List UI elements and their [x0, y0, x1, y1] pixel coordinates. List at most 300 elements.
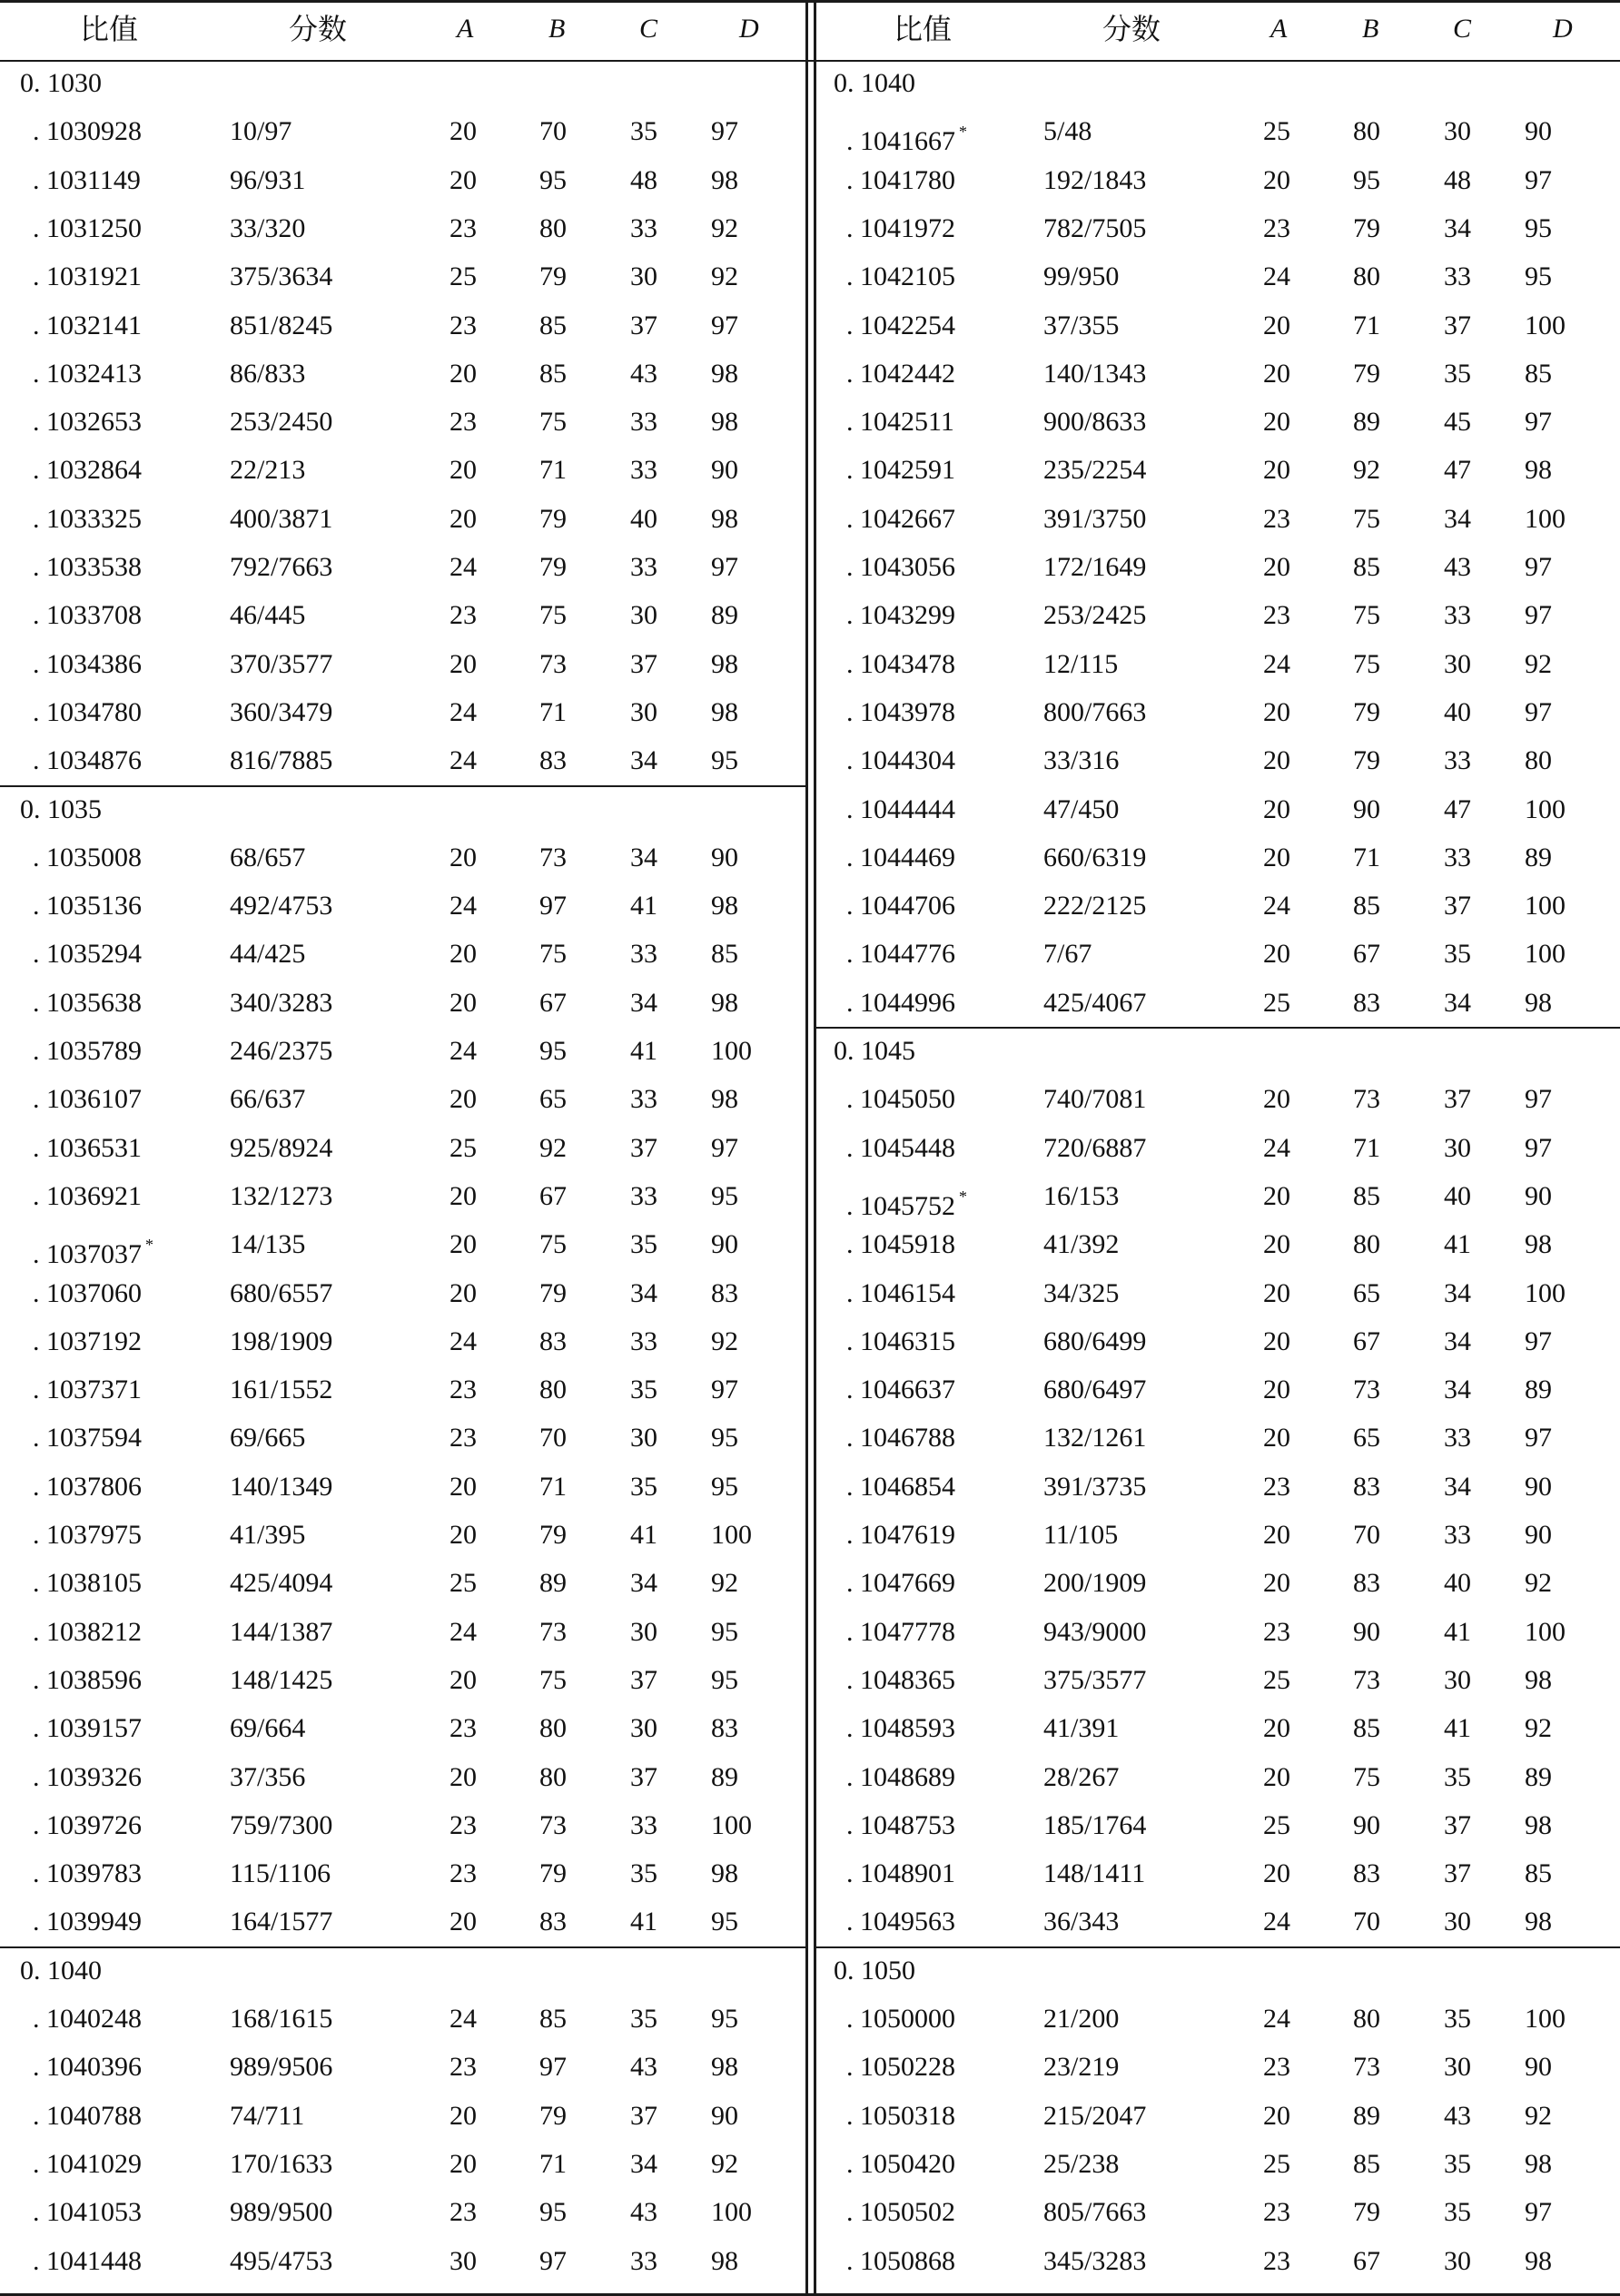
cell-d-text: 92	[711, 212, 738, 243]
cell-ratio-text: . 1048901	[846, 1858, 955, 1889]
cell-fraction	[1043, 2049, 1119, 2085]
cell-a-text: 20	[449, 1084, 477, 1115]
cell-b-text: 75	[1353, 648, 1380, 679]
cell-d	[711, 1276, 738, 1312]
cell-b	[1353, 1276, 1380, 1312]
cell-d	[711, 2098, 738, 2134]
cell-c-text: 34	[630, 1277, 657, 1308]
cell-c-text: 41	[630, 1036, 657, 1066]
cell-d-text: 98	[711, 648, 738, 679]
cell-d-text: 100	[711, 1036, 752, 1066]
cell-b	[1353, 936, 1380, 972]
table-row	[0, 1754, 806, 1802]
cell-b-text: 79	[1353, 212, 1380, 243]
cell-b	[539, 549, 567, 586]
cell-b-text: 83	[539, 1325, 567, 1356]
cell-b-text: 75	[539, 1664, 567, 1695]
cell-b	[539, 1710, 567, 1747]
cell-a	[449, 356, 477, 392]
cell-b-text: 79	[1353, 745, 1380, 776]
cell-c	[1444, 211, 1471, 247]
cell-c-text: 37	[1444, 1858, 1471, 1889]
cell-a-text: 23	[1263, 1616, 1290, 1647]
cell-fraction	[1043, 2146, 1119, 2183]
cell-d	[1525, 259, 1552, 295]
cell-c-text: 35	[630, 116, 657, 147]
cell-b	[1353, 743, 1380, 779]
cell-ratio	[846, 1081, 955, 1118]
cell-b-text: 65	[539, 1084, 567, 1115]
cell-ratio-text: . 1049563	[846, 1907, 955, 1937]
table-row	[0, 737, 806, 785]
cell-fraction-text: 66/637	[230, 1084, 306, 1115]
table-row	[0, 882, 806, 931]
cell-d	[711, 1372, 738, 1408]
cell-ratio-text: . 1050868	[846, 2245, 955, 2276]
table-row	[814, 2189, 1620, 2237]
cell-c	[1444, 888, 1471, 924]
cell-b	[539, 888, 567, 924]
cell-ratio-text: . 1036921	[33, 1180, 142, 1211]
cell-ratio	[33, 1276, 142, 1312]
cell-c	[1444, 501, 1471, 537]
cell-ratio-text: . 1040788	[33, 2100, 142, 2131]
table-row	[814, 1125, 1620, 1173]
cell-d-text: 95	[711, 745, 738, 776]
cell-a	[1263, 1614, 1290, 1651]
cell-d	[711, 2194, 752, 2231]
cell-d-text: 97	[1525, 1132, 1552, 1163]
cell-ratio	[846, 985, 955, 1021]
cell-a-text: 20	[1263, 1713, 1290, 1744]
cell-ratio-text: . 1041667	[846, 126, 955, 157]
cell-a-text: 20	[1263, 696, 1290, 727]
cell-d-text: 85	[711, 939, 738, 970]
cell-d	[1525, 1324, 1552, 1360]
cell-b	[539, 1178, 567, 1215]
cell-d-text: 100	[1525, 310, 1566, 340]
cell-a	[1263, 743, 1290, 779]
cell-fraction	[230, 2146, 332, 2183]
cell-c-text: 37	[1444, 891, 1471, 921]
cell-a-text: 20	[449, 2148, 477, 2179]
cell-ratio	[33, 2049, 142, 2085]
cell-fraction	[1043, 743, 1119, 779]
cell-ratio	[846, 501, 955, 537]
table-row	[814, 496, 1620, 544]
table-row	[814, 1609, 1620, 1657]
cell-b	[1353, 259, 1380, 295]
cell-a	[1263, 1324, 1290, 1360]
cell-fraction-text: 370/3577	[230, 648, 333, 679]
header-c: C	[1453, 14, 1472, 44]
cell-a-text: 23	[449, 212, 477, 243]
cell-fraction-text: 164/1577	[230, 1907, 333, 1937]
cell-fraction-text: 198/1909	[230, 1325, 333, 1356]
cell-b	[539, 356, 567, 392]
cell-c	[630, 1420, 657, 1456]
cell-b-text: 73	[1353, 2052, 1380, 2083]
cell-a	[449, 1081, 477, 1118]
cell-a-text: 24	[1263, 2004, 1290, 2034]
cell-a	[449, 308, 477, 344]
table-row	[0, 2189, 806, 2237]
table-row	[814, 737, 1620, 785]
cell-b-text: 67	[1353, 1325, 1380, 1356]
cell-d-text: 95	[711, 1616, 738, 1647]
cell-fraction	[1043, 2098, 1146, 2134]
cell-d-text: 90	[1525, 1180, 1552, 1211]
cell-c	[1444, 356, 1471, 392]
cell-fraction-text: 989/9500	[230, 2197, 333, 2228]
cell-ratio-text: . 1048689	[846, 1761, 955, 1792]
cell-ratio-text: . 1041448	[33, 2245, 142, 2276]
cell-d	[1525, 1517, 1552, 1553]
cell-d-text: 98	[711, 696, 738, 727]
cell-d-text: 100	[711, 1520, 752, 1550]
cell-c	[630, 646, 657, 683]
cell-b	[539, 1324, 567, 1360]
cell-a-text: 23	[449, 2197, 477, 2228]
table-row	[0, 2141, 806, 2189]
cell-ratio	[33, 646, 142, 683]
cell-fraction-text: 11/105	[1043, 1520, 1119, 1550]
table-row	[0, 108, 806, 156]
cell-fraction-text: 22/213	[230, 455, 306, 486]
cell-c	[1444, 1759, 1471, 1796]
cell-d	[1525, 695, 1552, 731]
cell-ratio-text: . 1039726	[33, 1809, 142, 1840]
cell-b-text: 79	[539, 1520, 567, 1550]
cell-c-text: 33	[630, 1084, 657, 1115]
cell-a-text: 25	[449, 1132, 477, 1163]
cell-a	[449, 1420, 477, 1456]
cell-b	[1353, 888, 1380, 924]
cell-a	[449, 2194, 477, 2231]
cell-c-text: 35	[1444, 358, 1471, 389]
cell-fraction	[1043, 1808, 1146, 1844]
cell-b-text: 73	[539, 648, 567, 679]
cell-d-text: 98	[711, 503, 738, 534]
cell-a	[1263, 549, 1290, 586]
cell-d-text: 92	[711, 261, 738, 292]
cell-a	[1263, 259, 1290, 295]
cell-c-text: 30	[630, 261, 657, 292]
cell-d	[1525, 1420, 1552, 1456]
cell-d	[1525, 1614, 1566, 1651]
cell-fraction-text: 925/8924	[230, 1132, 333, 1163]
cell-fraction-text: 989/9506	[230, 2052, 333, 2083]
cell-d	[1525, 1372, 1552, 1408]
cell-b-text: 95	[539, 164, 567, 195]
cell-c-text: 34	[630, 987, 657, 1018]
cell-c	[630, 549, 657, 586]
cell-a-text: 20	[1263, 842, 1290, 872]
cell-b	[539, 1469, 567, 1505]
cell-fraction	[1043, 888, 1146, 924]
cell-ratio-text: . 1032141	[33, 310, 142, 340]
cell-a-text: 25	[1263, 987, 1290, 1018]
table-row	[814, 2238, 1620, 2286]
cell-ratio	[846, 1324, 955, 1360]
cell-c	[630, 404, 657, 440]
cell-c-text: 34	[1444, 1375, 1471, 1405]
cell-d	[711, 743, 738, 779]
cell-ratio-text: . 1043056	[846, 552, 955, 582]
cell-a	[1263, 163, 1290, 199]
cell-a	[1263, 356, 1290, 392]
cell-d-text: 95	[711, 2004, 738, 2034]
cell-fraction-text: 720/6887	[1043, 1132, 1147, 1163]
table-row	[0, 1705, 806, 1753]
cell-d-text: 97	[1525, 552, 1552, 582]
cell-a-text: 23	[449, 1375, 477, 1405]
group-label-row	[0, 1947, 806, 1995]
cell-d-text: 97	[1525, 1084, 1552, 1115]
cell-b-text: 70	[1353, 1907, 1380, 1937]
cell-b	[1353, 985, 1380, 1021]
cell-a-text: 24	[1263, 648, 1290, 679]
cell-fraction-text: 759/7300	[230, 1809, 333, 1840]
cell-fraction-text: 41/395	[230, 1520, 306, 1550]
cell-ratio	[33, 308, 142, 344]
cell-c-text: 35	[630, 1375, 657, 1405]
cell-ratio-text: . 1050318	[846, 2100, 955, 2131]
cell-a	[449, 1033, 477, 1069]
cell-d-text: 98	[711, 358, 738, 389]
cell-d	[1525, 211, 1552, 247]
cell-a	[449, 1372, 477, 1408]
cell-ratio	[33, 1759, 142, 1796]
cell-fraction	[230, 646, 332, 683]
cell-a-text: 20	[1263, 1325, 1290, 1356]
cell-ratio	[846, 356, 955, 392]
group-label: 0. 1045	[834, 1036, 915, 1066]
cell-a	[1263, 2243, 1290, 2280]
cell-d	[711, 501, 738, 537]
cell-c-text: 33	[1444, 745, 1471, 776]
cell-ratio-text: . 1032653	[33, 407, 142, 438]
cell-a-text: 20	[449, 116, 477, 147]
cell-b	[1353, 1081, 1380, 1118]
cell-d-text: 100	[1525, 2004, 1566, 2034]
cell-d	[1525, 1808, 1552, 1844]
cell-ratio	[33, 1324, 142, 1360]
cell-fraction-text: 168/1615	[230, 2004, 333, 2034]
cell-ratio-text: . 1050228	[846, 2052, 955, 2083]
cell-b-text: 80	[539, 1713, 567, 1744]
cell-fraction	[1043, 211, 1146, 247]
table-row	[814, 1657, 1620, 1705]
cell-c-text: 47	[1444, 793, 1471, 824]
cell-fraction	[1043, 1469, 1146, 1505]
cell-d-text: 97	[1525, 696, 1552, 727]
cell-c	[1444, 985, 1471, 1021]
cell-fraction-text: 69/664	[230, 1713, 306, 1744]
table-row	[814, 302, 1620, 350]
cell-fraction	[1043, 1324, 1146, 1360]
cell-fraction	[230, 1565, 332, 1601]
cell-c-text: 43	[630, 2052, 657, 2083]
cell-c	[630, 1614, 657, 1651]
group-label: 0. 1035	[20, 793, 102, 824]
cell-b	[1353, 113, 1380, 150]
cell-ratio	[846, 2001, 955, 2037]
cell-d-text: 100	[711, 1809, 752, 1840]
cell-a	[1263, 211, 1290, 247]
cell-ratio	[846, 1662, 955, 1699]
cell-d	[1525, 1081, 1552, 1118]
cell-d-text: 98	[711, 891, 738, 921]
cell-b	[1353, 1856, 1380, 1892]
cell-c-text: 40	[1444, 1180, 1471, 1211]
cell-a	[1263, 2146, 1290, 2183]
cell-c	[630, 2194, 657, 2231]
cell-ratio	[846, 936, 955, 972]
cell-c	[630, 163, 657, 199]
cell-ratio	[846, 792, 955, 828]
cell-c-text: 30	[1444, 648, 1471, 679]
cell-c-text: 30	[630, 1616, 657, 1647]
cell-d-text: 98	[711, 2052, 738, 2083]
cell-c	[630, 1227, 657, 1263]
cell-a-text: 23	[449, 1858, 477, 1889]
cell-a	[1263, 1178, 1290, 1215]
cell-d	[1525, 1662, 1552, 1699]
cell-d-text: 97	[1525, 600, 1552, 631]
cell-a	[1263, 113, 1290, 150]
group-label: 0. 1040	[20, 1955, 102, 1986]
cell-c	[1444, 743, 1471, 779]
cell-a	[449, 1710, 477, 1747]
cell-d	[711, 452, 738, 488]
cell-b	[539, 1565, 567, 1601]
cell-c	[630, 743, 657, 779]
cell-c	[630, 1662, 657, 1699]
cell-fraction-text: 425/4067	[1043, 987, 1147, 1018]
cell-d	[1525, 1276, 1566, 1312]
cell-ratio	[846, 1276, 955, 1312]
cell-a-text: 20	[1263, 358, 1290, 389]
cell-ratio	[846, 308, 955, 344]
cell-a	[449, 113, 477, 150]
cell-fraction-text: 69/665	[230, 1423, 306, 1453]
cell-c-text: 33	[1444, 1520, 1471, 1550]
cell-c	[1444, 1324, 1471, 1360]
cell-b	[1353, 1614, 1380, 1651]
cell-fraction	[230, 1227, 305, 1263]
cell-b	[539, 113, 567, 150]
cell-b	[539, 1759, 567, 1796]
cell-c	[1444, 2001, 1471, 2037]
cell-ratio-text: . 1037594	[33, 1423, 142, 1453]
table-row	[0, 980, 806, 1028]
cell-a-text: 20	[449, 842, 477, 872]
cell-fraction	[1043, 985, 1146, 1021]
cell-b	[539, 985, 567, 1021]
cell-c	[1444, 1904, 1471, 1940]
cell-fraction-text: 115/1106	[230, 1858, 331, 1889]
cell-ratio	[846, 743, 955, 779]
cell-a	[1263, 1227, 1290, 1263]
table-row	[0, 1898, 806, 1946]
cell-c-text: 45	[1444, 407, 1471, 438]
cell-ratio-text: . 1035008	[33, 842, 142, 872]
header-fraction: 分数	[1102, 13, 1161, 45]
cell-ratio	[846, 1178, 967, 1225]
cell-a-text: 20	[1263, 1568, 1290, 1599]
cell-c-text: 30	[1444, 1664, 1471, 1695]
cell-d-text: 100	[1525, 793, 1566, 824]
cell-b	[1353, 2194, 1380, 2231]
cell-c	[1444, 1614, 1471, 1651]
cell-d	[711, 1662, 738, 1699]
cell-c	[1444, 1808, 1471, 1844]
cell-c	[1444, 1276, 1471, 1312]
cell-c-text: 35	[1444, 1761, 1471, 1792]
cell-ratio	[846, 163, 955, 199]
table-row	[0, 205, 806, 253]
cell-ratio-text: . 1037975	[33, 1520, 142, 1550]
cell-c	[630, 356, 657, 392]
cell-c-text: 34	[630, 842, 657, 872]
cell-a-text: 20	[1263, 1423, 1290, 1453]
header-d: D	[1553, 14, 1573, 44]
cell-ratio-text: . 1042591	[846, 455, 955, 486]
cell-a	[1263, 1856, 1290, 1892]
cell-d-text: 90	[711, 2100, 738, 2131]
cell-c	[630, 1565, 657, 1601]
cell-a-text: 20	[1263, 310, 1290, 340]
cell-d	[711, 163, 738, 199]
table-row	[0, 1657, 806, 1705]
cell-b-text: 85	[539, 358, 567, 389]
cell-d-text: 92	[1525, 1568, 1552, 1599]
cell-b-text: 92	[539, 1132, 567, 1163]
cell-c	[630, 1856, 657, 1892]
cell-b-text: 97	[539, 2052, 567, 2083]
cell-d-text: 80	[1525, 745, 1552, 776]
cell-ratio	[33, 549, 142, 586]
cell-ratio	[846, 1227, 955, 1263]
table-row	[814, 1463, 1620, 1512]
cell-d-text: 92	[1525, 2100, 1552, 2131]
table-row	[814, 1221, 1620, 1269]
cell-fraction-text: 492/4753	[230, 891, 333, 921]
cell-c	[1444, 308, 1471, 344]
cell-d	[1525, 646, 1552, 683]
cell-b-text: 73	[539, 842, 567, 872]
cell-b-text: 65	[1353, 1423, 1380, 1453]
cell-ratio-text: . 1034876	[33, 745, 142, 776]
cell-ratio-text: . 1048365	[846, 1664, 955, 1695]
cell-ratio-text: . 1033708	[33, 600, 142, 631]
cell-ratio-text: . 1038596	[33, 1664, 142, 1695]
cell-ratio-text: . 1046637	[846, 1375, 955, 1405]
cell-ratio	[846, 1904, 955, 1940]
cell-b-text: 75	[539, 407, 567, 438]
cell-c-text: 30	[630, 600, 657, 631]
cell-fraction	[230, 1276, 332, 1312]
cell-fraction	[1043, 2243, 1146, 2280]
cell-b	[1353, 792, 1380, 828]
cell-d-text: 85	[1525, 1858, 1552, 1889]
cell-ratio	[33, 1420, 142, 1456]
cell-a-text: 23	[449, 310, 477, 340]
cell-a-text: 24	[449, 552, 477, 582]
cell-fraction-text: 375/3634	[230, 261, 333, 292]
cell-ratio-text: . 1042105	[846, 261, 955, 292]
